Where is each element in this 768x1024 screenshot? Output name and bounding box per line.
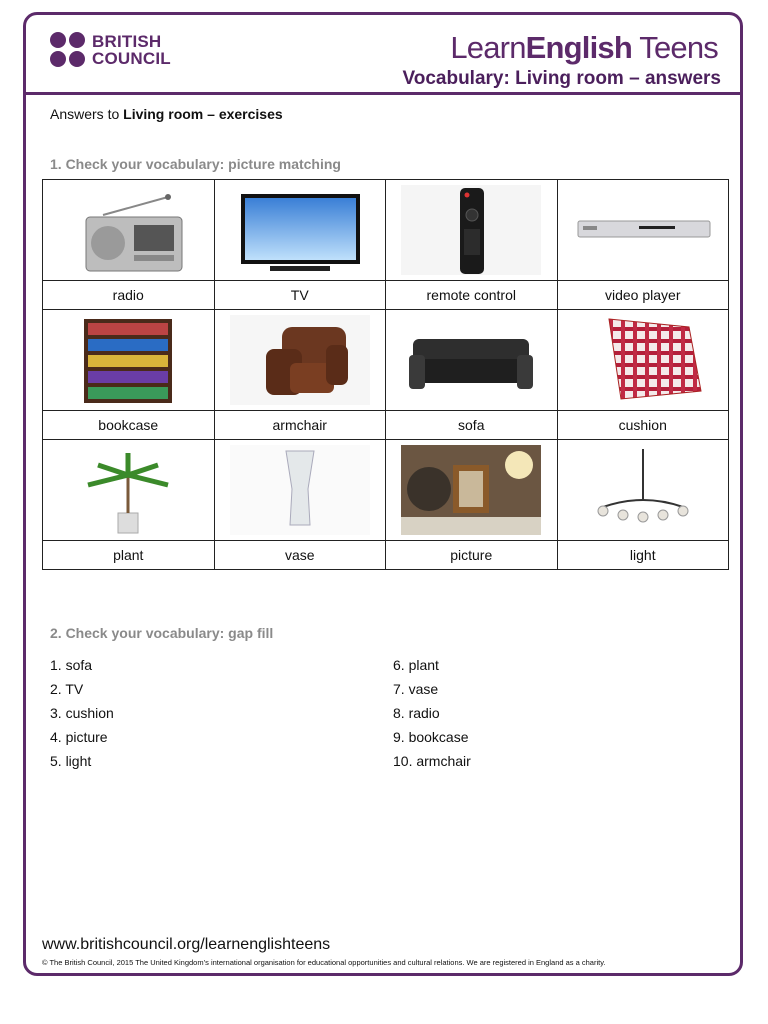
logo-dots-icon	[50, 32, 85, 67]
section2-heading: 2. Check your vocabulary: gap fill	[50, 625, 274, 641]
label-vase: vase	[214, 541, 386, 570]
page-title: Vocabulary: Living room – answers	[402, 68, 721, 89]
label-cushion: cushion	[557, 411, 729, 440]
answer-item: 6. plant	[393, 657, 439, 673]
vase-icon	[230, 445, 370, 535]
image-cell	[386, 180, 558, 281]
brand-line1: BRITISH	[92, 31, 162, 51]
tv-icon	[230, 185, 370, 275]
answer-item: 3. cushion	[50, 705, 114, 721]
label-sofa: sofa	[386, 411, 558, 440]
bookcase-icon	[58, 315, 198, 405]
cushion-icon	[573, 315, 713, 405]
image-cell	[43, 440, 215, 541]
answer-item: 8. radio	[393, 705, 440, 721]
label-video-player: video player	[557, 281, 729, 310]
label-light: light	[557, 541, 729, 570]
footer-copyright: © The British Council, 2015 The United Kingdom’s international organisation for educational opportunities and cultural relations. We are registered in England as a charity.	[42, 958, 606, 967]
answer-item: 1. sofa	[50, 657, 93, 673]
label-tv: TV	[214, 281, 386, 310]
footer-url[interactable]: www.britishcouncil.org/learnenglishteens	[42, 936, 331, 953]
image-cell	[214, 310, 386, 411]
light-icon	[573, 445, 713, 535]
gap-fill-answers-right	[393, 653, 471, 773]
answer-item: 9. bookcase	[393, 729, 469, 745]
brand-line2: COUNCIL	[92, 48, 171, 68]
image-cell	[557, 310, 729, 411]
remote-control-icon	[401, 185, 541, 275]
image-cell	[43, 310, 215, 411]
image-cell	[214, 440, 386, 541]
answer-item: 2. TV	[50, 681, 84, 697]
armchair-icon	[230, 315, 370, 405]
picture-matching-table	[42, 179, 729, 570]
image-cell	[214, 180, 386, 281]
british-council-logo	[50, 32, 171, 67]
image-cell	[557, 180, 729, 281]
label-plant: plant	[43, 541, 215, 570]
answer-item: 7. vase	[393, 681, 439, 697]
picture-icon	[401, 445, 541, 535]
label-picture: picture	[386, 541, 558, 570]
answer-item: 4. picture	[50, 729, 108, 745]
answer-item: 5. light	[50, 753, 92, 769]
answer-item: 10. armchair	[393, 753, 471, 769]
label-radio: radio	[43, 281, 215, 310]
header-divider	[23, 92, 743, 95]
sofa-icon	[401, 315, 541, 405]
label-armchair: armchair	[214, 411, 386, 440]
gap-fill-answers-left	[50, 653, 114, 773]
image-cell	[386, 310, 558, 411]
radio-icon	[58, 185, 198, 275]
plant-icon	[58, 445, 198, 535]
section1-heading: 1. Check your vocabulary: picture matching	[50, 156, 341, 172]
label-bookcase: bookcase	[43, 411, 215, 440]
video-player-icon	[573, 185, 713, 275]
intro-text: Answers to Living room – exercises	[50, 106, 283, 122]
label-remote-control: remote control	[386, 281, 558, 310]
image-cell	[557, 440, 729, 541]
learnenglish-teens-logo: LearnEnglish Teens	[450, 30, 718, 65]
image-cell	[386, 440, 558, 541]
image-cell	[43, 180, 215, 281]
